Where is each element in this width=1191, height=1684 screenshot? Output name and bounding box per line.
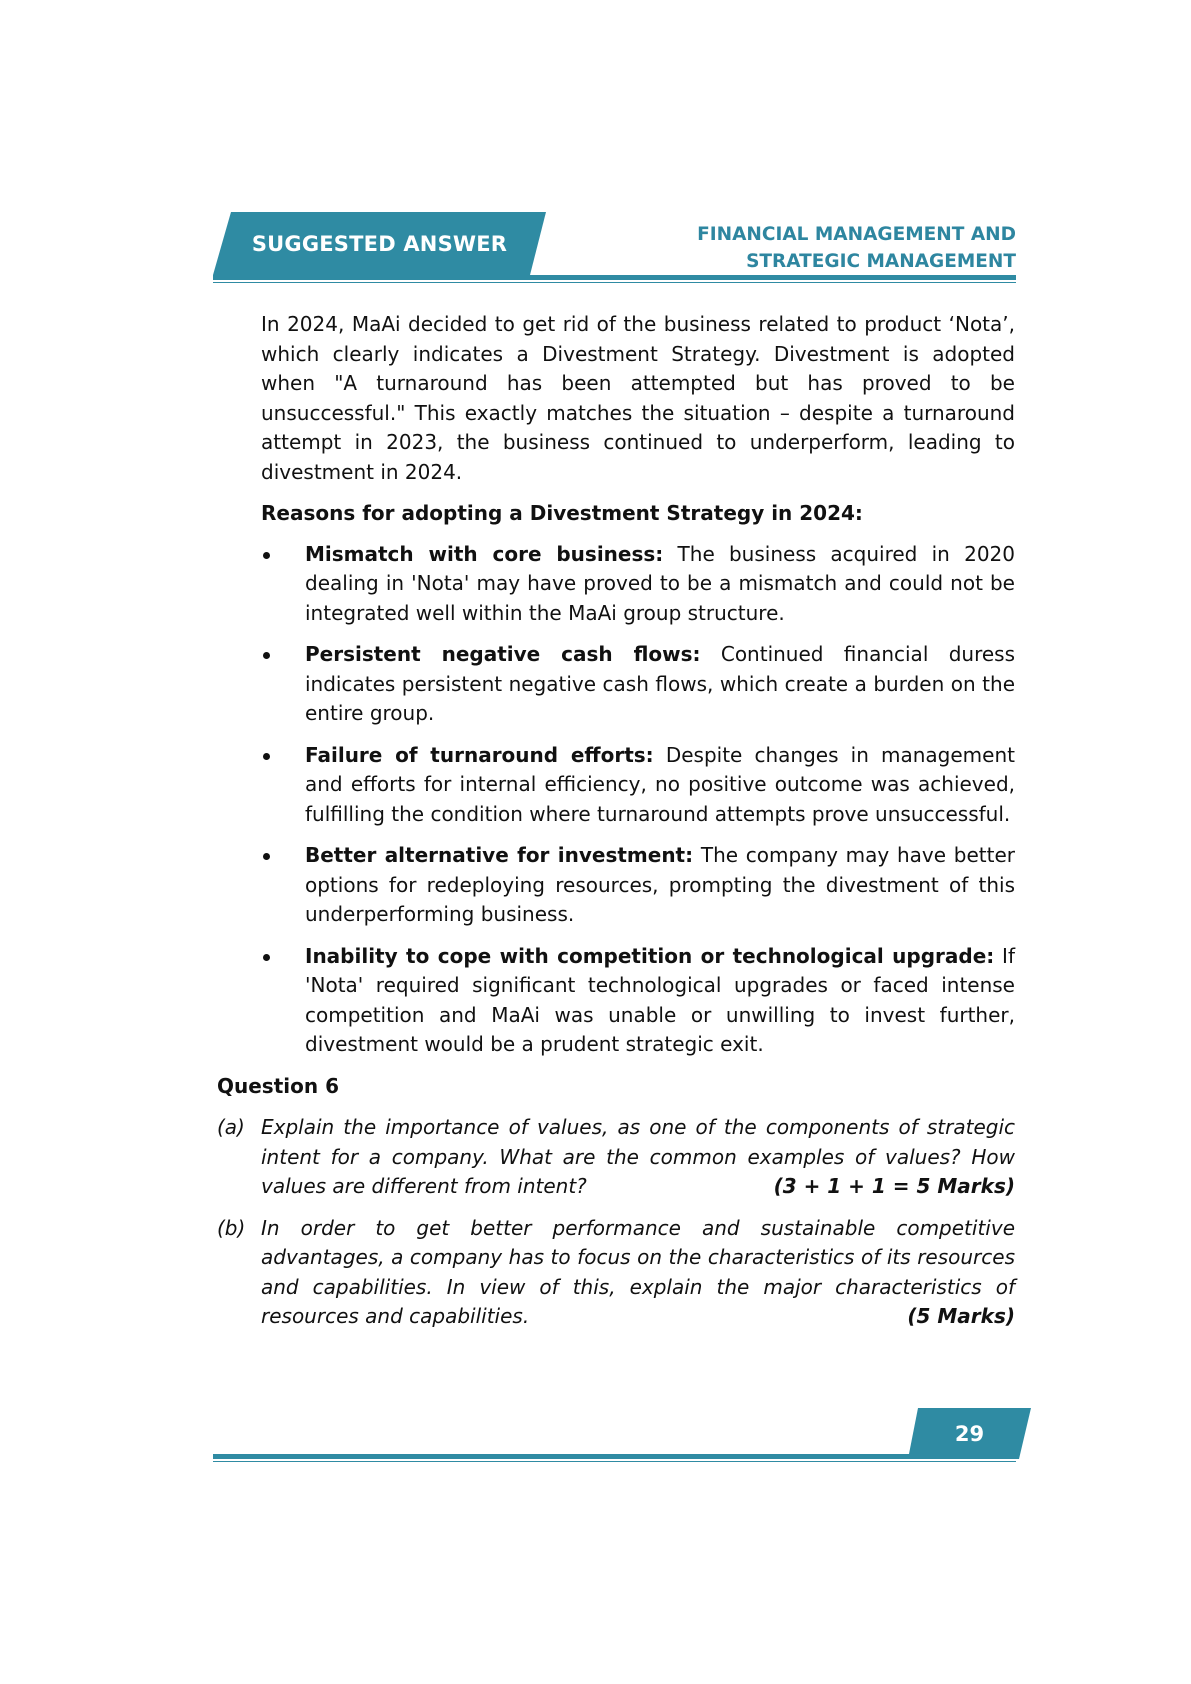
header-rule [213, 275, 1016, 280]
bullet-icon [263, 753, 270, 760]
question-part-a [217, 1113, 1015, 1202]
reason-title: Failure of turnaround efforts: [305, 742, 654, 767]
footer-rule [213, 1454, 1016, 1459]
reason-title: Persistent negative cash flows: [305, 642, 701, 666]
bullet-icon [263, 652, 270, 659]
bullet-icon [263, 853, 270, 860]
reason-text: If 'Nota' required significant technological upgrades or faced intense competition and MaAi was unable or unwilling to invest further, divestment would be a prudent strategic exit. [305, 943, 1015, 1056]
header-rule-thin [213, 282, 1016, 283]
question-part-text: Explain the importance of values, as one of the components of strategic intent for a company. What are the common examples of values? How values are different from intent? [261, 1115, 1015, 1198]
footer-rule-thin [213, 1461, 1016, 1462]
bullet-icon [263, 552, 270, 559]
list-item [217, 942, 1015, 1060]
question-heading: Question 6 [217, 1073, 339, 1098]
reasons-list [217, 540, 1015, 1060]
question-part-label: (a) [217, 1115, 245, 1139]
question-part-text: In order to get better performance and sustainable competitive advantages, a company has to focus on the characteristics of its resources and capabilities. In view of this, explain the major characteristics of resources and capabilities. [261, 1215, 1015, 1328]
header-title-line1: FINANCIAL MANAGEMENT AND [697, 224, 1016, 245]
page-content [217, 310, 1015, 1344]
list-item [217, 841, 1015, 930]
header-title [697, 221, 1016, 275]
question-marks: (3 + 1 + 1 = 5 Marks) [773, 1174, 1015, 1198]
header-tab-label: SUGGESTED ANSWER [251, 231, 508, 256]
page-number: 29 [954, 1421, 985, 1446]
question-part-label: (b) [217, 1215, 246, 1240]
reason-text: The business acquired in 2020 dealing in 'Nota' may have proved to be a mismatch and could not be integrated well within the MaAi group structure. [305, 541, 1015, 625]
question-part-b [217, 1214, 1015, 1332]
question-marks: (5 Marks) [907, 1304, 1015, 1328]
list-item [217, 741, 1015, 830]
reason-title: Inability to cope with competition or technological upgrade: [305, 943, 995, 968]
reasons-heading: Reasons for adopting a Divestment Strategy in 2024: [261, 501, 863, 525]
reason-title: Better alternative for investment: [305, 843, 694, 867]
header-title-line2: STRATEGIC MANAGEMENT [746, 251, 1016, 272]
list-item [217, 540, 1015, 629]
list-item [217, 640, 1015, 729]
reason-text: Despite changes in management and efforts for internal efficiency, no positive outcome was achieved, fulfilling the condition where turnaround attempts prove unsuccessful. [305, 742, 1015, 826]
reason-text: Continued financial duress indicates persistent negative cash flows, which create a burden on the entire group. [305, 642, 1015, 725]
bullet-icon [263, 954, 270, 961]
reason-title: Mismatch with core business: [305, 541, 664, 566]
reason-text: The company may have better options for redeploying resources, prompting the divestment of this underperforming business. [305, 843, 1015, 926]
intro-paragraph: In 2024, MaAi decided to get rid of the business related to product ‘Nota’, which clearly indicates a Divestment Strategy. Divestment is adopted when "A turnaround has been attempted but has proved to be unsuccessful." This exactly matches the situation – despite a turnaround attempt in 2023, the business continued to underperform, leading to divestment in 2024. [261, 312, 1015, 484]
